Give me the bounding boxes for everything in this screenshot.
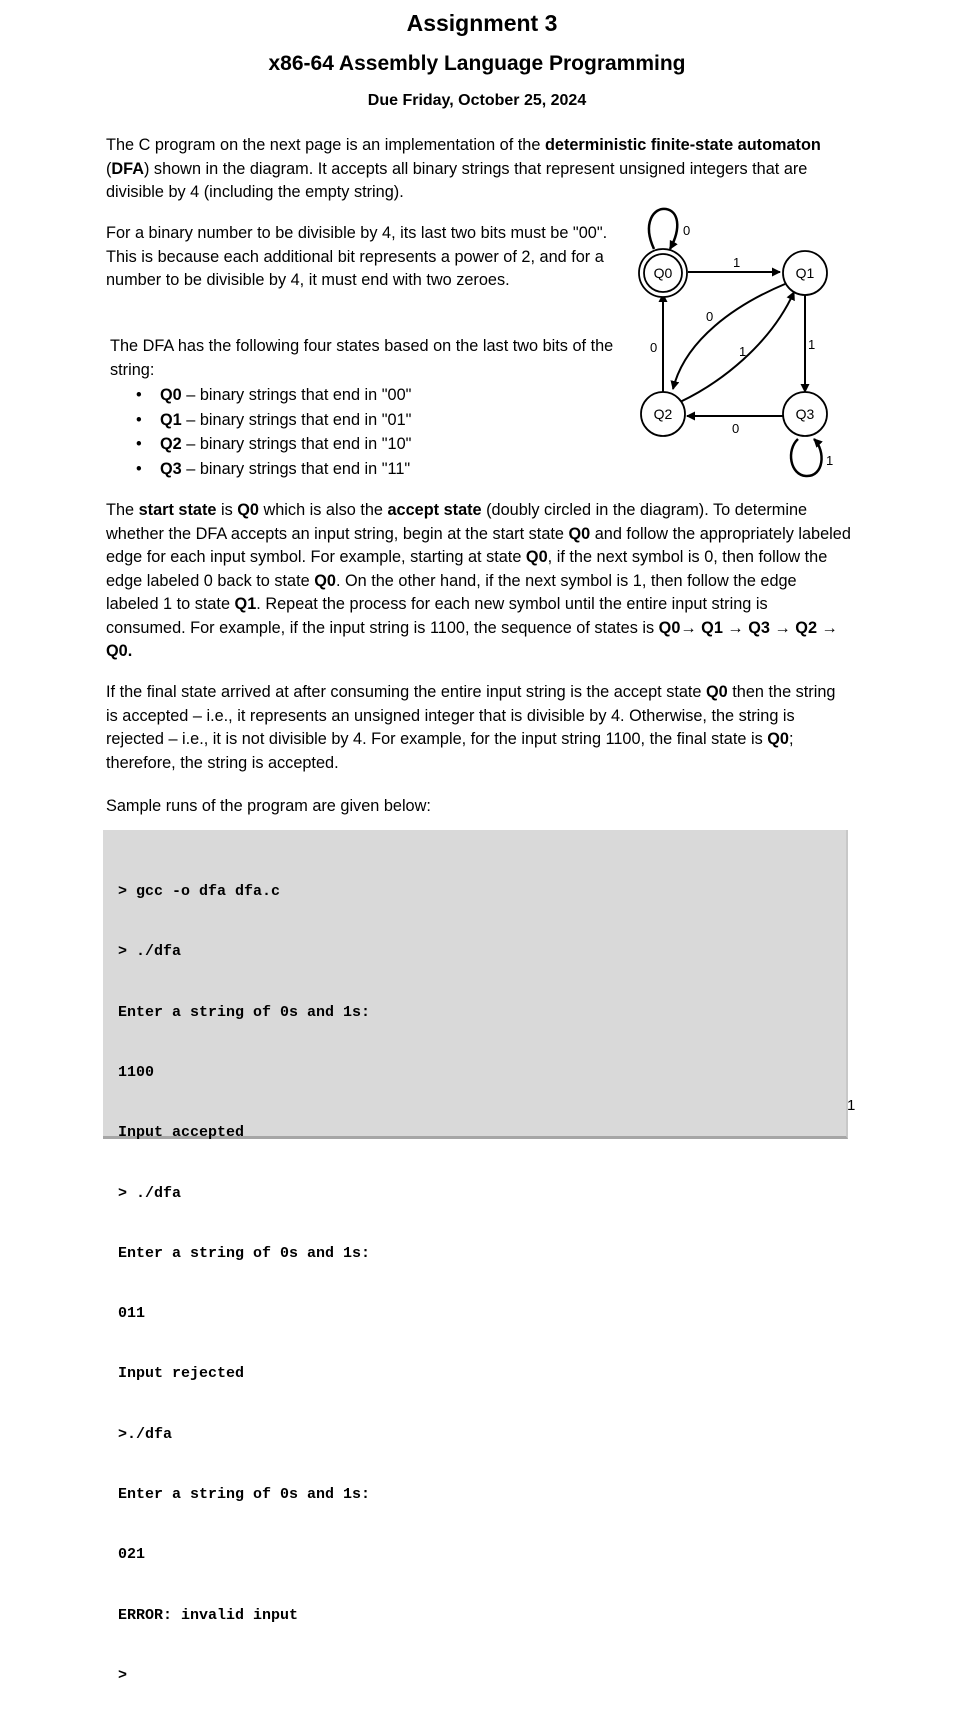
course-subtitle: x86-64 Assembly Language Programming (268, 52, 686, 75)
states-intro: The DFA has the following four states based on the last two bits of the string: (110, 337, 614, 379)
list-item: • Q0 – binary strings that end in "00" (160, 383, 411, 408)
terminal-lines (118, 842, 370, 1726)
terminal-line: > (118, 1666, 128, 1684)
procedure-paragraph: The start state is Q0 which is also the accept state (doubly circled in the diagram). To determine whether the DFA accepts an input string, begin at the start state Q0 and follow the appropriately labeled edge for each input symbol. For example, starting at state Q0, if the next symbol is 0, then follow the edge labeled 0 back to state Q0. On the other hand, if the next symbol is 1, then follow the edge labeled 1 to state Q1. Repeat the process for each new symbol until the entire input string is consumed. For example, if the input string is 1100, the sequence of states is Q0→ Q1 → Q3 → Q2 → Q0. (106, 501, 851, 660)
edge-q3-self (791, 439, 822, 476)
state-q3-label: Q3 (795, 406, 815, 422)
terminal-line: Enter a string of 0s and 1s: (118, 1244, 371, 1262)
terminal-line: ERROR: invalid input (118, 1606, 299, 1624)
sample-runs-intro: Sample runs of the program are given below: (106, 797, 431, 815)
state-q0-label: Q0 (653, 265, 673, 281)
state-q2 (641, 392, 685, 436)
dfa-diagram (620, 195, 860, 485)
edge-label-q3-self: 1 (826, 453, 834, 468)
state-q1-label: Q1 (795, 265, 815, 281)
edge-label-q2-q0: 0 (650, 340, 658, 355)
state-q0 (639, 249, 687, 297)
terminal-line: Enter a string of 0s and 1s: (118, 1003, 371, 1021)
terminal-line: 011 (118, 1305, 146, 1323)
edge-label-q1-q2: 0 (706, 309, 714, 324)
edge-q1-q2 (673, 284, 785, 389)
list-item: • Q3 – binary strings that end in "11" (160, 457, 411, 482)
terminal-line: > ./dfa (118, 1184, 182, 1202)
edge-label-q3-q2: 0 (732, 421, 740, 436)
terminal-line: >./dfa (118, 1425, 173, 1443)
terminal-line: > ./dfa (118, 943, 182, 961)
state-q1 (783, 251, 827, 295)
edge-label-q0-self: 0 (683, 223, 691, 238)
edge-label-q2-q1: 1 (739, 344, 747, 359)
edge-label-q0-q1: 1 (733, 255, 741, 270)
list-item: • Q1 – binary strings that end in "01" (160, 408, 411, 433)
page-number: 1 (847, 1097, 856, 1114)
terminal-output (103, 830, 848, 1684)
assignment-title: Assignment 3 (406, 10, 558, 36)
edge-label-q1-q3: 1 (808, 337, 816, 352)
states-list (160, 383, 411, 481)
terminal-line: Input accepted (118, 1124, 245, 1142)
list-item: • Q2 – binary strings that end in "10" (160, 432, 411, 457)
terminal-line: > gcc -o dfa dfa.c (118, 883, 281, 901)
divisibility-paragraph: For a binary number to be divisible by 4, its last two bits must be "00". This is because each additional bit represents a power of 2, and for a number to be divisible by 4, it must end with two zeroes. (106, 224, 608, 289)
state-q2-label: Q2 (653, 406, 673, 422)
terminal-line: 1100 (118, 1064, 155, 1082)
state-q3 (783, 392, 827, 436)
edge-q0-self (649, 209, 677, 249)
terminal-line: Enter a string of 0s and 1s: (118, 1486, 371, 1503)
terminal-line: Input rejected (118, 1365, 245, 1383)
terminal-line: 021 (118, 1546, 146, 1564)
intro-paragraph: The C program on the next page is an implementation of the deterministic finite-state automaton (DFA) shown in the diagram. It accepts all binary strings that represent unsigned integers that are divisible by 4 (including the empty string). (106, 136, 821, 201)
final-state-paragraph: If the final state arrived at after consuming the entire input string is the accept state Q0 then the string is accepted – i.e., it represents an unsigned integer that is divisible by 4. Otherwise, the string is rejected – i.e., it is not divisible by 4. For example, for the input string 1100, the final state is Q0; therefore, the string is accepted. (106, 683, 836, 772)
due-date: Due Friday, October 25, 2024 (367, 92, 587, 109)
